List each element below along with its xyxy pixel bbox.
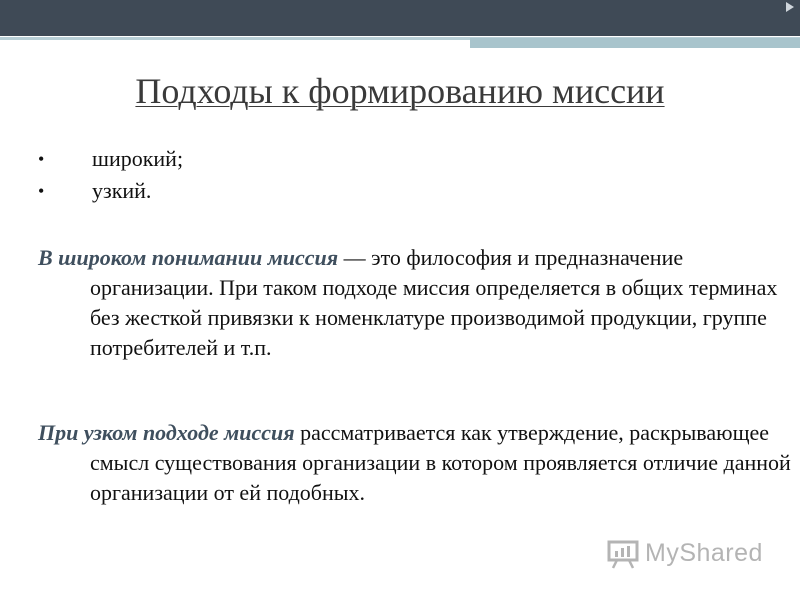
list-item <box>36 175 636 207</box>
paragraph-text: — это философия и предназначение организации. При таком подходе миссия определяется в общих терминах без жесткой привязки к номенклатуре производимой продукции, группе потребителей и т.п. <box>90 245 778 360</box>
presentation-board-icon <box>607 539 639 569</box>
bullet-text: широкий; <box>92 146 184 171</box>
watermark <box>607 537 767 573</box>
bullet-text: узкий. <box>92 178 152 203</box>
slide-title: Подходы к формированию миссии <box>135 71 665 111</box>
header-accent-stripe <box>470 38 800 48</box>
list-item <box>36 143 636 175</box>
corner-arrow-icon <box>786 2 794 12</box>
paragraph-broad <box>38 243 800 363</box>
header-bar <box>0 0 800 36</box>
bullet-icon: • <box>38 181 45 201</box>
paragraph-text: рассматривается как утверждение, раскрывающее смысл существования организации в котором проявляется отличие данной организации от ей подобных. <box>90 420 791 505</box>
paragraph-emphasis: В широком понимании миссия <box>38 245 339 270</box>
paragraph-emphasis: При узком подходе миссия <box>38 420 295 445</box>
bullet-list <box>36 143 636 207</box>
watermark-text: MyShared <box>645 539 763 567</box>
bullet-icon: • <box>38 149 45 169</box>
paragraph-narrow <box>38 418 800 508</box>
